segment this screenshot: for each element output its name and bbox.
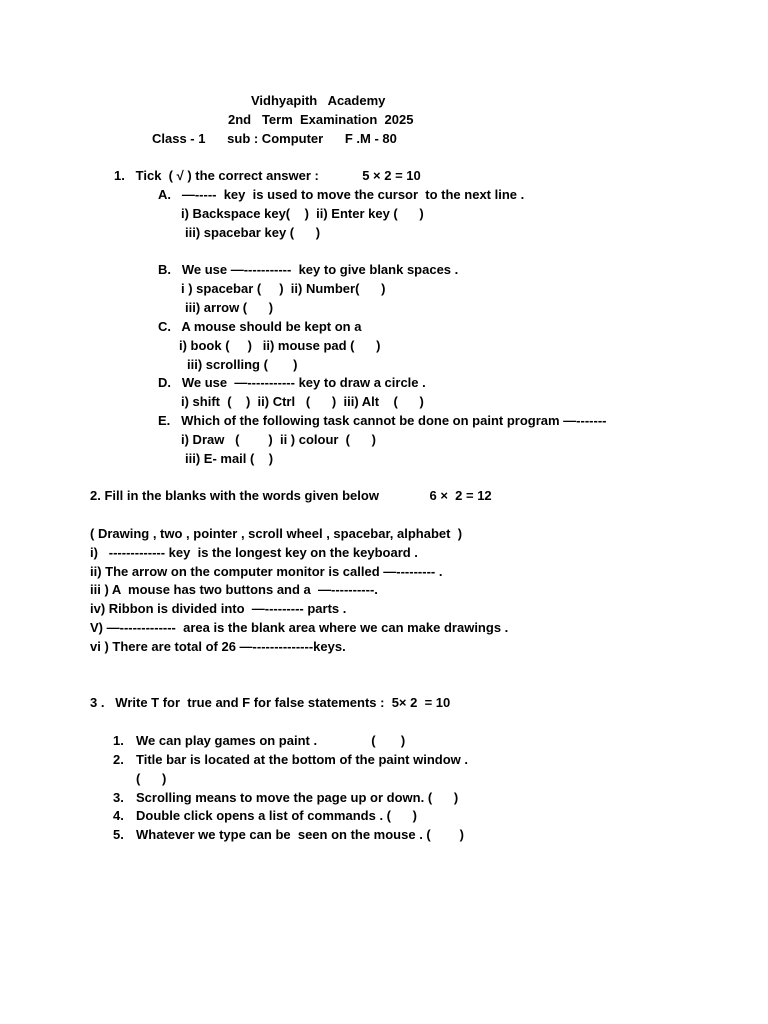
q1-a-options-2: iii) spacebar key ( )	[185, 225, 321, 240]
q3-item-5-text: Whatever we type can be seen on the mouse . ( )	[136, 827, 464, 842]
q2-item-5: V) —------------- area is the blank area where we can make drawings .	[90, 620, 509, 635]
q2-title: 2. Fill in the blanks with the words given below 6 × 2 = 12	[90, 488, 492, 503]
exam-title: 2nd Term Examination 2025	[228, 112, 414, 127]
q3-item-4-text: Double click opens a list of commands . ( )	[136, 808, 417, 823]
q2-item-6: vi ) There are total of 26 —--------------keys.	[90, 639, 346, 654]
q3-item-3-text: Scrolling means to move the page up or down. ( )	[136, 790, 459, 805]
q3-item-2-number: 2.	[113, 752, 124, 767]
q2-item-4: iv) Ribbon is divided into —--------- parts .	[90, 601, 347, 616]
q3-item-3-number: 3.	[113, 790, 124, 805]
q3-item-4-number: 4.	[113, 808, 124, 823]
school-name: Vidhyapith Academy	[251, 93, 386, 108]
q2-item-1: i) ------------- key is the longest key on the keyboard .	[90, 545, 418, 560]
q3-item-2-text: Title bar is located at the bottom of the paint window .	[136, 752, 468, 767]
q3-item-2-answer-box: ( )	[136, 771, 167, 786]
q1-b-options-1: i ) spacebar ( ) ii) Number( )	[181, 281, 386, 296]
q3-item-1-number: 1.	[113, 733, 124, 748]
q1-d-options-1: i) shift ( ) ii) Ctrl ( ) iii) Alt ( )	[181, 394, 424, 409]
q1-b-options-2: iii) arrow ( )	[185, 300, 274, 315]
q3-title: 3 . Write T for true and F for false statements : 5× 2 = 10	[90, 695, 451, 710]
q2-item-2: ii) The arrow on the computer monitor is called —--------- .	[90, 564, 443, 579]
q1-a-options-1: i) Backspace key( ) ii) Enter key ( )	[181, 206, 424, 221]
q3-item-5-number: 5.	[113, 827, 124, 842]
q1-e-options-1: i) Draw ( ) ii ) colour ( )	[181, 432, 377, 447]
q1-e-question: E. Which of the following task cannot be done on paint program —-------	[158, 413, 607, 428]
q2-word-bank: ( Drawing , two , pointer , scroll wheel , spacebar, alphabet )	[90, 526, 463, 541]
q2-item-3: iii ) A mouse has two buttons and a —----------.	[90, 582, 378, 597]
q1-c-question: C. A mouse should be kept on a	[158, 319, 362, 334]
q3-item-1-text: We can play games on paint . ( )	[136, 733, 406, 748]
q1-a-question: A. —----- key is used to move the cursor to the next line .	[158, 187, 525, 202]
q1-title: 1. Tick ( √ ) the correct answer : 5 × 2 = 10	[114, 168, 421, 183]
q1-c-options-2: iii) scrolling ( )	[187, 357, 298, 372]
q1-c-options-1: i) book ( ) ii) mouse pad ( )	[179, 338, 381, 353]
q1-b-question: B. We use —----------- key to give blank spaces .	[158, 262, 459, 277]
class-subject-line: Class - 1 sub : Computer F .M - 80	[152, 131, 397, 146]
q1-e-options-2: iii) E- mail ( )	[185, 451, 274, 466]
q1-d-question: D. We use —----------- key to draw a circle .	[158, 375, 426, 390]
